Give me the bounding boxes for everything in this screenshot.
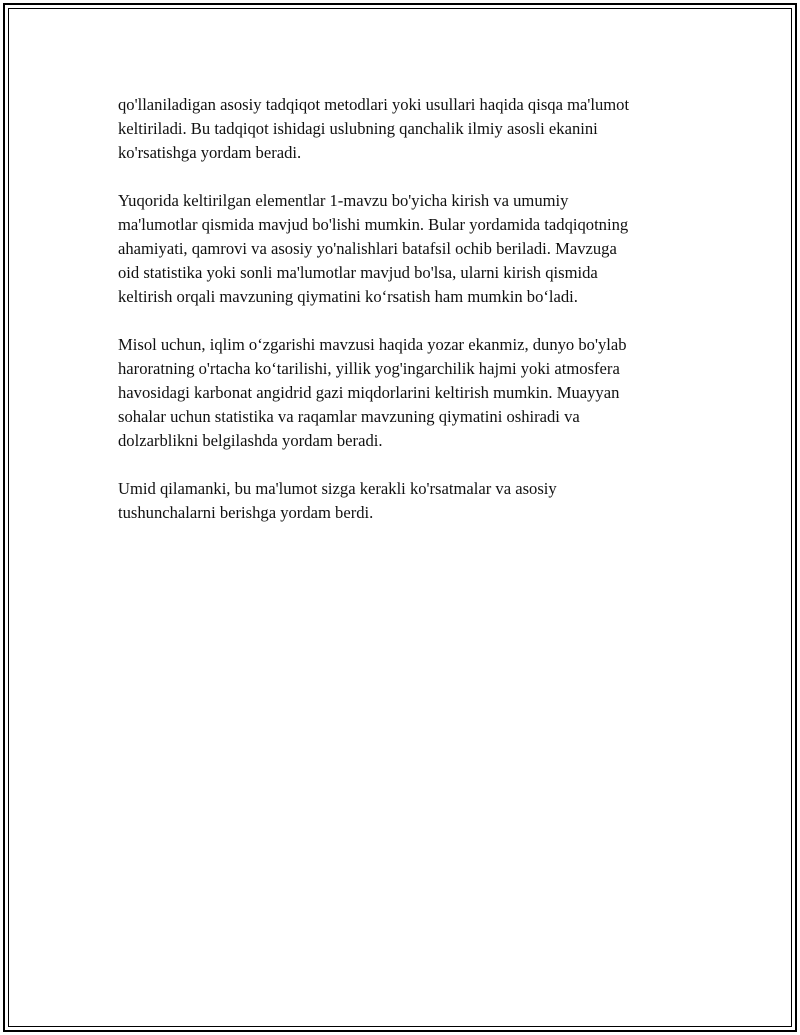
text-line: qo'llaniladigan asosiy tadqiqot metodlari yoki usullari haqida qisqa ma'lumot <box>118 95 630 114</box>
paragraph-methods <box>118 93 698 165</box>
text-line: sohalar uchun statistika va raqamlar mavzuning qiymatini oshiradi va <box>118 407 580 426</box>
paragraph-closing <box>118 477 698 525</box>
text-line: haroratning o'rtacha ko‘tarilishi, yillik yog'ingarchilik hajmi yoki atmosfera <box>118 359 620 378</box>
text-line: Misol uchun, iqlim o‘zgarishi mavzusi haqida yozar ekanmiz, dunyo bo'ylab <box>118 335 627 354</box>
text-line: oid statistika yoki sonli ma'lumotlar mavjud bo'lsa, ularni kirish qismida <box>118 263 598 282</box>
text-line: keltiriladi. Bu tadqiqot ishidagi uslubning qanchalik ilmiy asosli ekanini <box>118 119 598 138</box>
page-content <box>118 93 698 549</box>
text-line: Umid qilamanki, bu ma'lumot sizga kerakli ko'rsatmalar va asosiy <box>118 479 557 498</box>
text-line: ko'rsatishga yordam beradi. <box>118 143 302 162</box>
text-line: ma'lumotlar qismida mavjud bo'lishi mumkin. Bular yordamida tadqiqotning <box>118 215 629 234</box>
text-line: Yuqorida keltirilgan elementlar 1-mavzu bo'yicha kirish va umumiy <box>118 191 569 210</box>
text-line: keltirish orqali mavzuning qiymatini ko‘rsatish ham mumkin bo‘ladi. <box>118 287 578 306</box>
paragraph-example <box>118 333 698 453</box>
text-line: dolzarblikni belgilashda yordam beradi. <box>118 431 383 450</box>
text-line: tushunchalarni berishga yordam berdi. <box>118 503 374 522</box>
paragraph-elements <box>118 189 698 309</box>
text-line: havosidagi karbonat angidrid gazi miqdorlarini keltirish mumkin. Muayyan <box>118 383 620 402</box>
text-line: ahamiyati, qamrovi va asosiy yo'nalishlari batafsil ochib beriladi. Mavzuga <box>118 239 617 258</box>
